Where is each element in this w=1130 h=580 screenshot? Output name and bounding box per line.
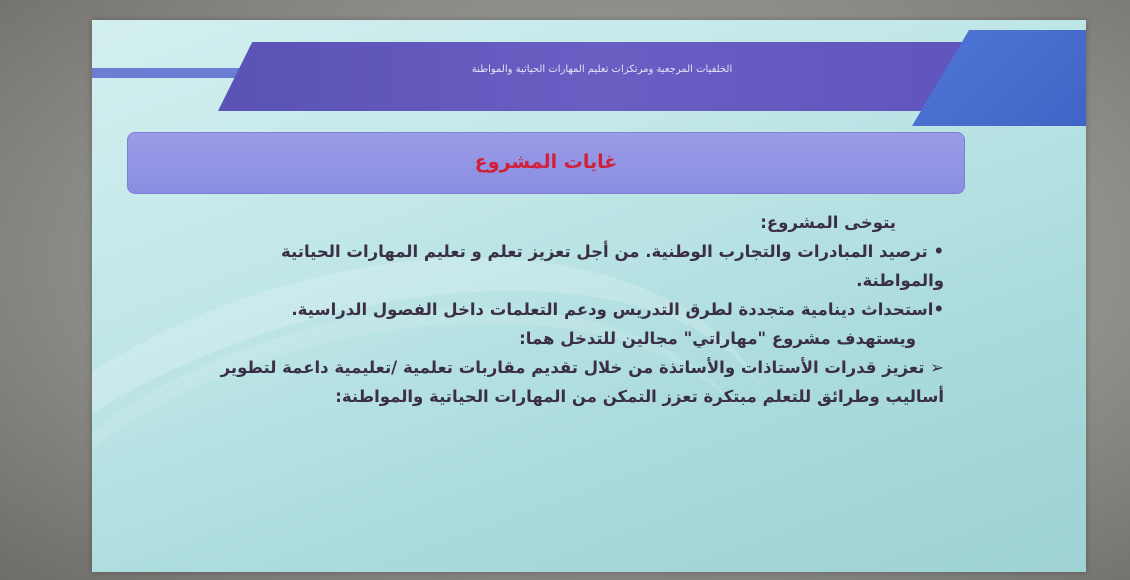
header-band <box>218 42 978 111</box>
slide-body <box>192 208 944 411</box>
body-bullet-1: • ترصيد المبادرات والتجارب الوطنية. من أجل تعزيز تعلم و تعليم المهارات الحياتية والمواطنة. <box>281 242 944 290</box>
body-line-intro: يتوخى المشروع: <box>760 213 896 232</box>
body-arrow-item: ➢ تعزيز قدرات الأستاذات والأساتذة من خلال تقديم مقاربات تعلمية /تعليمية داعمة لتطوير أساليب وطرائق للتعلم مبتكرة تعزز التمكن من المهارات الحياتية والمواطنة: <box>220 358 944 406</box>
body-bullet-2: •استحداث دينامية متجددة لطرق التدريس ودعم التعلمات داخل الفصول الدراسية. <box>291 300 944 319</box>
body-line-target: ويستهدف مشروع "مهاراتي" مجالين للتدخل هما: <box>519 329 916 348</box>
presentation-slide <box>92 20 1086 572</box>
slide-title: غايات المشروع <box>474 151 618 173</box>
slide-header-text: الخلفيات المرجعية ومرتكزات تعليم المهارات الحياتية والمواطنة <box>471 64 733 75</box>
slide-title-box <box>127 132 965 194</box>
